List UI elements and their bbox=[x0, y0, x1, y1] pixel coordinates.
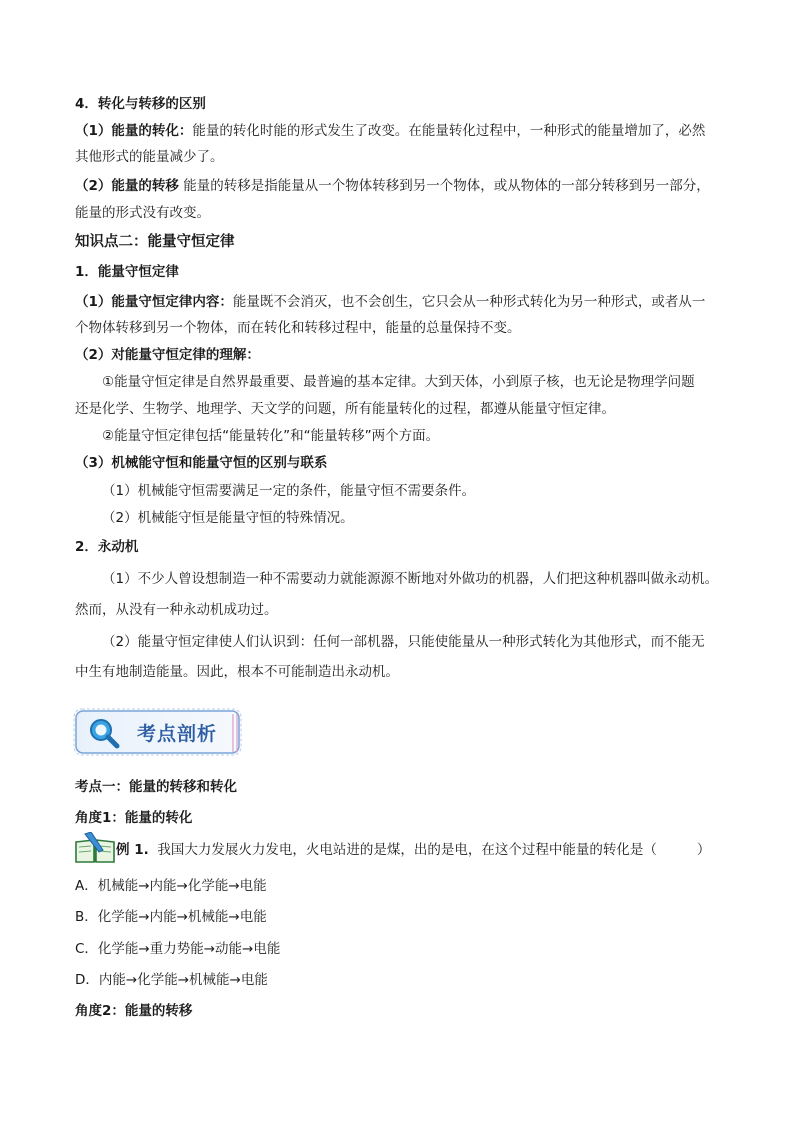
option-a: A．机械能→内能→化学能→电能 bbox=[75, 878, 267, 894]
s4-para1-text: 能量的转化时能的形式发生了改变。在能量转化过程中，一种形式的能量增加了，必然 bbox=[192, 123, 706, 139]
kp2-p1-line1 bbox=[75, 292, 705, 312]
kp2-s2-p1-line2: 然而，从没有一种永动机成功过。 bbox=[75, 602, 278, 618]
s4-para2-line1 bbox=[75, 176, 710, 196]
s4-para1-label: （1）能量的转化： bbox=[75, 123, 193, 139]
kp2-p2-label: （2）对能量守恒定律的理解： bbox=[75, 347, 260, 363]
kp2-p1-label: （1）能量守恒定律内容： bbox=[75, 294, 233, 310]
kp2-p2-item2: ②能量守恒定律包括“能量转化”和“能量转移”两个方面。 bbox=[102, 428, 440, 444]
banner-title: 考点剖析 bbox=[137, 723, 218, 745]
example-1-text: 我国大力发展火力发电，火电站进的是煤，出的是电，在这个过程中能量的转化是（ bbox=[157, 842, 657, 858]
s4-para2-text: 能量的转移是指能量从一个物体转移到另一个物体，或从物体的一部分转移到另一部分， bbox=[178, 178, 710, 194]
option-c: C．化学能→重力势能→动能→电能 bbox=[75, 941, 281, 957]
option-b: B．化学能→内能→机械能→电能 bbox=[75, 909, 267, 925]
kp2-p3-item1: （1）机械能守恒需要满足一定的条件，能量守恒不需要条件。 bbox=[102, 483, 476, 499]
kp2-s2-heading: 2．永动机 bbox=[75, 539, 139, 555]
s4-para1-line2: 其他形式的能量减少了。 bbox=[75, 149, 224, 165]
exam-point1: 考点一：能量的转移和转化 bbox=[75, 779, 237, 795]
search-icon bbox=[87, 716, 121, 750]
kp2-s1-heading: 1．能量守恒定律 bbox=[75, 264, 179, 280]
kp2-s2-p1-line1: （1）不少人曾设想制造一种不需要动力就能源源不断地对外做功的机器，人们把这种机器叫做永动机。 bbox=[102, 571, 719, 587]
example-1-question bbox=[116, 840, 710, 860]
kp2-p1-line2: 个物体转移到另一个物体，而在转化和转移过程中，能量的总量保持不变。 bbox=[75, 320, 521, 336]
kp2-p2-item1-line2: 还是化学、生物学、地理学、天文学的问题，所有能量转化的过程，都遵从能量守恒定律。 bbox=[75, 401, 615, 417]
s4-para2-label: （2）能量的转移 bbox=[75, 178, 179, 194]
kp2-p1-text: 能量既不会消灭，也不会创生，它只会从一种形式转化为另一种形式，或者从一 bbox=[232, 294, 706, 310]
kp2-heading: 知识点二：能量守恒定律 bbox=[75, 234, 235, 250]
exam-analysis-banner bbox=[73, 708, 245, 758]
section-4-heading: 4．转化与转移的区别 bbox=[75, 96, 206, 112]
kp2-p2-item1-line1: ①能量守恒定律是自然界最重要、最普遍的基本定律。大到天体，小到原子核，也无论是物理学问题 bbox=[102, 374, 695, 390]
angle1-heading: 角度1：能量的转化 bbox=[75, 810, 193, 826]
s4-para2-line2: 能量的形式没有改变。 bbox=[75, 205, 210, 221]
kp2-s2-p2-line1: （2）能量守恒定律使人们认识到：任何一部机器，只能使能量从一种形式转化为其他形式，而不能无 bbox=[102, 634, 705, 650]
kp2-p3-label: （3）机械能守恒和能量守恒的区别与联系 bbox=[75, 455, 328, 471]
s4-para1-line1 bbox=[75, 121, 705, 141]
option-d: D．内能→化学能→机械能→电能 bbox=[75, 972, 268, 988]
example-1-close: ） bbox=[696, 842, 711, 858]
book-pencil-icon bbox=[73, 832, 117, 864]
kp2-p3-item2: （2）机械能守恒是能量守恒的特殊情况。 bbox=[102, 510, 354, 526]
angle2-heading: 角度2：能量的转移 bbox=[75, 1003, 193, 1019]
example-1-number: 例 1. bbox=[116, 842, 149, 858]
kp2-s2-p2-line2: 中生有地制造能量。因此，根本不可能制造出永动机。 bbox=[75, 664, 399, 680]
